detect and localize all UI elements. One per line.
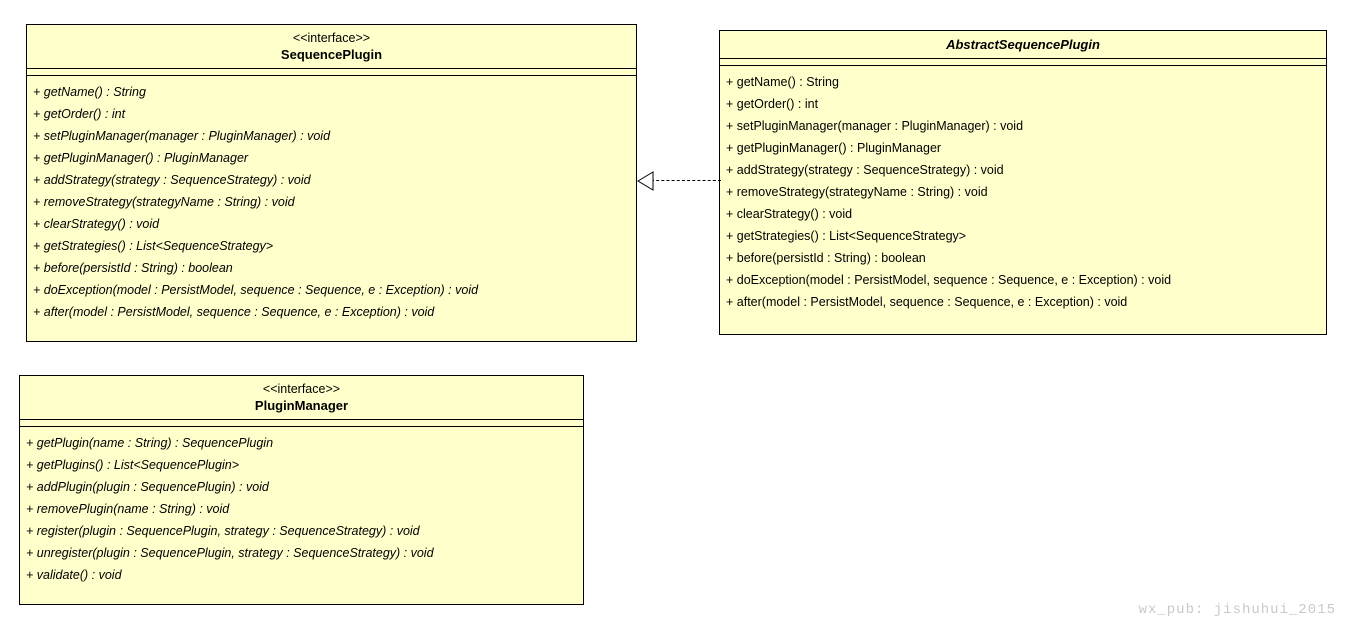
uml-operation: + after(model : PersistModel, sequence : Sequence, e : Exception) : void [33, 305, 435, 319]
uml-operation: + setPluginManager(manager : PluginManager) : void [726, 119, 1024, 133]
uml-operation: + getStrategies() : List<SequenceStrategy> [33, 239, 274, 253]
uml-operation: + addStrategy(strategy : SequenceStrategy) : void [726, 163, 1004, 177]
uml-class-name: SequencePlugin [280, 47, 383, 62]
uml-class-sequenceplugin[interactable] [26, 24, 637, 342]
uml-operations-compartment [20, 427, 583, 592]
watermark-text: wx_pub: jishuhui_2015 [1138, 602, 1336, 618]
uml-operation: + after(model : PersistModel, sequence : Sequence, e : Exception) : void [726, 295, 1128, 309]
uml-class-pluginmanager[interactable] [19, 375, 584, 605]
uml-operation: + before(persistId : String) : boolean [726, 251, 926, 265]
uml-operation: + validate() : void [26, 568, 122, 582]
uml-operation: + getName() : String [33, 85, 146, 99]
uml-operation: + addPlugin(plugin : SequencePlugin) : void [26, 480, 269, 494]
uml-class-name: AbstractSequencePlugin [946, 37, 1100, 52]
uml-operation: + getPluginManager() : PluginManager [726, 141, 942, 155]
uml-operation: + clearStrategy() : void [33, 217, 160, 231]
uml-operation: + getPlugins() : List<SequencePlugin> [26, 458, 239, 472]
uml-operation: + setPluginManager(manager : PluginManager) : void [33, 129, 331, 143]
uml-class-header [20, 376, 583, 420]
uml-operation: + before(persistId : String) : boolean [33, 261, 233, 275]
uml-class-header [720, 31, 1326, 59]
uml-stereotype: <<interface>> [262, 382, 341, 396]
uml-operation: + getStrategies() : List<SequenceStrategy> [726, 229, 967, 243]
uml-operation: + doException(model : PersistModel, sequence : Sequence, e : Exception) : void [33, 283, 479, 297]
uml-operations-compartment [27, 76, 636, 329]
uml-class-header [27, 25, 636, 69]
uml-operation: + getPlugin(name : String) : SequencePlugin [26, 436, 274, 450]
connector-dashed-line [651, 180, 721, 181]
uml-attributes-compartment [720, 59, 1326, 66]
uml-attributes-compartment [27, 69, 636, 76]
uml-operation: + getOrder() : int [726, 97, 819, 111]
uml-operation: + register(plugin : SequencePlugin, strategy : SequenceStrategy) : void [26, 524, 420, 538]
hollow-triangle-icon [637, 168, 655, 194]
uml-operation: + removeStrategy(strategyName : String) : void [33, 195, 295, 209]
uml-class-abstractsequenceplugin[interactable] [719, 30, 1327, 335]
uml-operation: + removeStrategy(strategyName : String) : void [726, 185, 988, 199]
uml-operation: + removePlugin(name : String) : void [26, 502, 230, 516]
uml-operation: + getPluginManager() : PluginManager [33, 151, 249, 165]
uml-operations-compartment [720, 66, 1326, 319]
uml-operation: + addStrategy(strategy : SequenceStrategy) : void [33, 173, 311, 187]
uml-operation: + getOrder() : int [33, 107, 126, 121]
realization-connector [637, 168, 721, 194]
uml-class-name: PluginManager [254, 398, 349, 413]
uml-operation: + doException(model : PersistModel, sequence : Sequence, e : Exception) : void [726, 273, 1172, 287]
uml-stereotype: <<interface>> [292, 31, 371, 45]
uml-operation: + unregister(plugin : SequencePlugin, strategy : SequenceStrategy) : void [26, 546, 434, 560]
uml-operation: + clearStrategy() : void [726, 207, 853, 221]
uml-operation: + getName() : String [726, 75, 839, 89]
uml-attributes-compartment [20, 420, 583, 427]
